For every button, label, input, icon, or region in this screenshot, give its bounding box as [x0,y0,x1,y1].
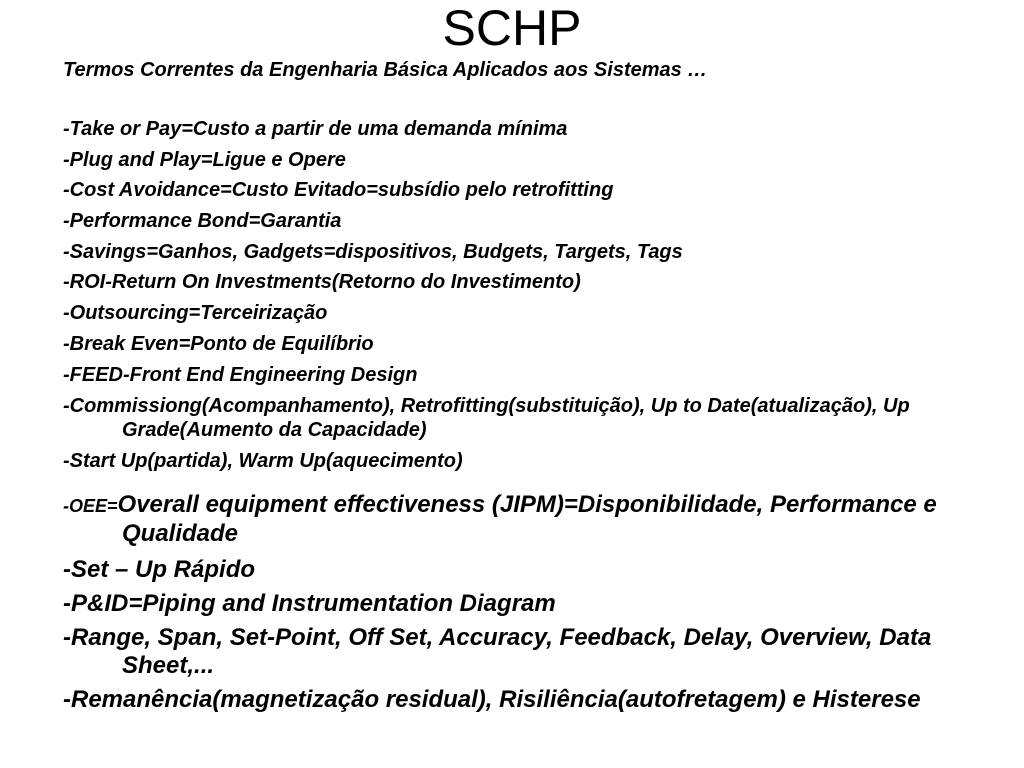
term-start-up: -Start Up(partida), Warm Up(aquecimento) [63,450,463,472]
term-commissioning: -Commissiong(Acompanhamento), Retrofitting(substituição), Up to Date(atualização), Up Grade(Aumento da Capacidade) [63,395,910,441]
term-pid: -P&ID=Piping and Instrumentation Diagram [63,590,556,617]
term-performance-bond: -Performance Bond=Garantia [63,210,342,232]
oee-prefix: -OEE= [63,496,118,516]
term-set-up: -Set – Up Rápido [63,556,256,583]
term-plug-and-play: -Plug and Play=Ligue e Opere [63,149,346,171]
term-remanencia: -Remanência(magnetização residual), Risiliência(autofretagem) e Histerese [63,686,921,713]
term-savings: -Savings=Ganhos, Gadgets=dispositivos, Budgets, Targets, Tags [63,241,683,263]
term-roi: -ROI-Return On Investments(Retorno do Investimento) [63,271,581,293]
term-cost-avoidance: -Cost Avoidance=Custo Evitado=subsídio pelo retrofitting [63,179,614,201]
term-oee [63,491,1022,548]
term-take-or-pay: -Take or Pay=Custo a partir de uma demanda mínima [63,118,568,140]
term-break-even: -Break Even=Ponto de Equilíbrio [63,333,374,355]
term-feed: -FEED-Front End Engineering Design [63,364,418,386]
slide-title: SCHP [442,0,582,56]
slide-subtitle: Termos Correntes da Engenharia Básica Aplicados aos Sistemas … [63,59,708,81]
oee-text: Overall equipment effectiveness (JIPM)=Disponibilidade, Performance e Qualidade [117,491,937,547]
term-range-span: -Range, Span, Set-Point, Off Set, Accuracy, Feedback, Delay, Overview, Data Sheet,... [63,624,932,679]
term-outsourcing: -Outsourcing=Terceirização [63,302,328,324]
